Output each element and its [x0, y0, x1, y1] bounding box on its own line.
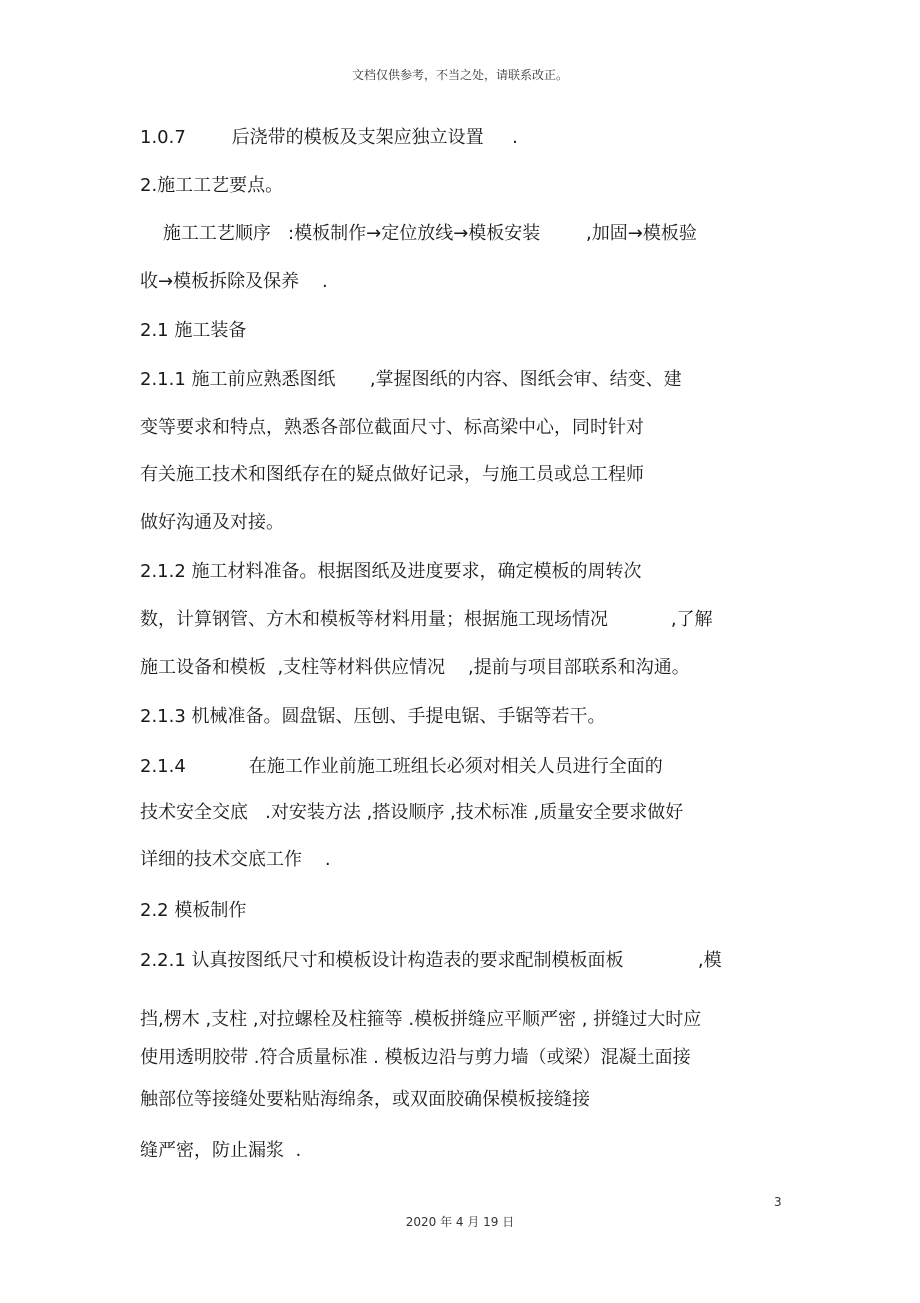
text-line: 挡,楞木 ,支柱 ,对拉螺栓及柱箍等 .模板拼缝应平顺严密 , 拼缝过大时应 — [140, 1009, 702, 1030]
text-line: 变等要求和特点，熟悉各部位截面尺寸、标高梁中心，同时针对 — [140, 417, 644, 438]
text-line: 缝严密，防止漏浆 . — [140, 1140, 302, 1161]
text-line: 有关施工技术和图纸存在的疑点做好记录，与施工员或总工程师 — [140, 464, 644, 485]
text-line: 2.2 模板制作 — [140, 900, 247, 921]
text-line: 做好沟通及对接。 — [140, 512, 284, 533]
text-line: 2.1 施工装备 — [140, 320, 247, 341]
text-line: 施工工艺顺序 :模板制作→定位放线→模板安装 ,加固→模板验 — [140, 223, 697, 244]
text-line: 数，计算钢管、方木和模板等材料用量；根据施工现场情况 ,了解 — [140, 609, 713, 630]
text-line: 2.1.4 在施工作业前施工班组长必须对相关人员进行全面的 — [140, 756, 663, 777]
text-line: 收→模板拆除及保养 . — [140, 271, 328, 292]
text-line: 2.施工工艺要点。 — [140, 175, 284, 196]
footer-date: 2020 年 4 月 19 日 — [405, 1215, 515, 1229]
text-line: 2.2.1 认真按图纸尺寸和模板设计构造表的要求配制模板面板 ,模 — [140, 950, 722, 971]
text-line: 技术安全交底 .对安装方法 ,搭设顺序 ,技术标准 ,质量安全要求做好 — [140, 802, 684, 823]
text-line: 使用透明胶带 .符合质量标准 . 模板边沿与剪力墙（或梁）混凝土面接 — [140, 1047, 691, 1068]
text-line: 施工设备和模板 ,支柱等材料供应情况 ,提前与项目部联系和沟通。 — [140, 657, 690, 678]
text-line: 1.0.7 后浇带的模板及支架应独立设置 . — [140, 127, 518, 148]
text-line: 2.1.3 机械准备。圆盘锯、压刨、手提电锯、手锯等若干。 — [140, 706, 606, 727]
page-number: 3 — [774, 1195, 782, 1209]
header-disclaimer: 文档仅供参考，不当之处，请联系改正。 — [351, 68, 568, 82]
text-line: 触部位等接缝处要粘贴海绵条，或双面胶确保模板接缝接 — [140, 1089, 590, 1110]
text-line: 详细的技术交底工作 . — [140, 849, 331, 870]
text-line: 2.1.2 施工材料准备。根据图纸及进度要求，确定模板的周转次 — [140, 561, 642, 582]
text-line: 2.1.1 施工前应熟悉图纸 ,掌握图纸的内容、图纸会审、结变、建 — [140, 369, 682, 390]
